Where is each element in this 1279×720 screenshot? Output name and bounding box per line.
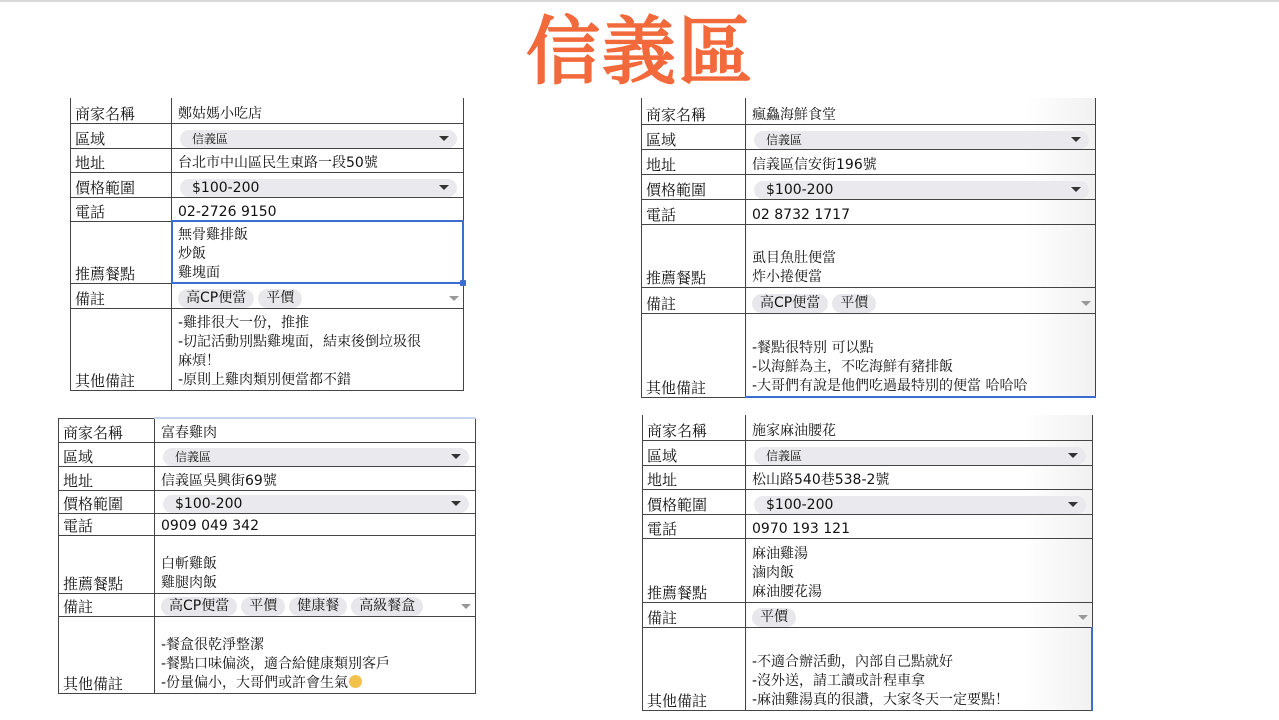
recommend-item: 麻油雞湯	[752, 545, 808, 562]
top-divider	[0, 0, 1279, 2]
recommend-item: 炸小捲便當	[752, 268, 822, 285]
caret-down-icon	[449, 296, 459, 301]
tag-chip: 高CP便當	[752, 294, 828, 313]
store-phone[interactable]: 02 8732 1717	[746, 199, 1096, 224]
label-name: 商家名稱	[643, 415, 746, 440]
label-phone: 電話	[643, 514, 746, 538]
recommend-item: 炒飯	[178, 245, 206, 262]
selection-handle[interactable]	[460, 280, 466, 286]
label-other-notes: 其他備註	[642, 313, 746, 397]
note-line: -餐點很特別 可以點	[752, 340, 874, 356]
page-title: 信義區	[526, 9, 754, 95]
recommend-item: 白斬雞飯	[161, 555, 217, 572]
caret-down-icon	[1068, 502, 1078, 507]
recommend-cell[interactable]	[746, 224, 1096, 287]
note-line: -沒外送，請工讀或計程車拿	[752, 672, 926, 689]
caret-down-icon	[451, 501, 461, 506]
label-notes: 備註	[642, 287, 746, 313]
price-dropdown[interactable]	[754, 181, 1089, 199]
label-other-notes: 其他備註	[643, 627, 746, 710]
label-price: 價格範圍	[642, 174, 746, 199]
price-value: $100-200	[766, 181, 834, 198]
store-name[interactable]: 鄭姑媽小吃店	[172, 98, 464, 123]
store-phone[interactable]: 0970 193 121	[746, 514, 1093, 538]
label-area: 區域	[71, 123, 172, 148]
label-address: 地址	[643, 465, 746, 489]
recommend-cell[interactable]	[746, 538, 1093, 602]
price-value: $100-200	[766, 496, 834, 513]
price-value: $100-200	[175, 495, 243, 512]
caret-down-icon	[1071, 187, 1081, 192]
note-line: -雞排很大一份，推推	[178, 314, 310, 331]
caret-down-icon	[1081, 301, 1091, 306]
area-value: 信義區	[766, 448, 803, 463]
price-dropdown[interactable]	[163, 495, 469, 513]
note-line: -以海鮮為主，不吃海鮮有豬排飯	[752, 359, 954, 375]
tags-dropdown[interactable]	[752, 294, 1091, 313]
recommend-item: 雞腿肉飯	[161, 574, 217, 591]
area-value: 信義區	[175, 449, 212, 464]
caret-down-icon	[451, 454, 461, 459]
other-notes-cell[interactable]	[746, 627, 1093, 710]
label-phone: 電話	[642, 199, 746, 224]
label-price: 價格範圍	[643, 489, 746, 514]
store-name[interactable]: 富春雞肉	[155, 418, 476, 442]
tag-chip: 高CP便當	[178, 289, 254, 308]
tag-chip: 高級餐盒	[351, 597, 423, 616]
store-address[interactable]: 松山路540巷538-2號	[746, 465, 1093, 489]
label-recommend: 推薦餐點	[643, 538, 746, 602]
note-line: -餐盒很乾淨整潔	[161, 636, 265, 653]
caret-down-icon	[439, 185, 449, 190]
label-other-notes: 其他備註	[71, 308, 172, 390]
label-notes: 備註	[59, 593, 155, 616]
other-notes-cell[interactable]	[746, 313, 1096, 397]
label-price: 價格範圍	[71, 172, 172, 197]
recommend-item: 雞塊面	[178, 264, 220, 281]
store-address[interactable]: 台北市中山區民生東路一段50號	[172, 148, 464, 172]
note-line: -麻油雞湯真的很讚，大家冬天一定要點！	[752, 691, 1010, 708]
tag-chip: 平價	[832, 294, 876, 313]
caret-down-icon	[1071, 137, 1081, 142]
label-name: 商家名稱	[71, 98, 172, 123]
price-dropdown[interactable]	[180, 179, 457, 197]
label-phone: 電話	[59, 513, 155, 535]
note-line: -份量偏小，大哥們或許會生氣	[161, 674, 349, 691]
recommend-item: 虱目魚肚便當	[752, 249, 836, 266]
recommend-cell[interactable]	[155, 535, 476, 593]
label-other-notes: 其他備註	[59, 616, 155, 693]
tags-dropdown[interactable]	[178, 289, 459, 308]
label-area: 區域	[642, 124, 746, 149]
label-phone: 電話	[71, 197, 172, 221]
label-address: 地址	[59, 466, 155, 490]
tags-dropdown[interactable]	[752, 608, 1088, 627]
area-value: 信義區	[192, 131, 229, 146]
recommend-cell[interactable]	[172, 221, 464, 283]
tag-chip: 平價	[752, 608, 796, 627]
label-area: 區域	[59, 442, 155, 466]
note-line: -餐點口味偏淡，適合給健康類別客戶	[161, 655, 391, 672]
area-dropdown[interactable]	[754, 447, 1086, 465]
other-notes-cell[interactable]	[155, 616, 476, 693]
caret-down-icon	[439, 136, 449, 141]
store-name[interactable]: 瘋鱻海鮮食堂	[746, 98, 1096, 124]
tags-dropdown[interactable]	[161, 597, 471, 616]
note-line: -大哥們有說是他們吃過最特別的便當 哈哈哈	[752, 378, 1028, 394]
grinning-sweat-emoji-icon	[349, 675, 362, 688]
area-value: 信義區	[766, 132, 803, 147]
label-recommend: 推薦餐點	[59, 535, 155, 593]
price-dropdown[interactable]	[754, 496, 1086, 514]
store-name[interactable]: 施家麻油腰花	[746, 415, 1093, 440]
other-notes-cell[interactable]	[172, 308, 464, 390]
store-address[interactable]: 信義區信安街196號	[746, 149, 1096, 174]
note-line: -切記活動別點雞塊面，結束後倒垃圾很	[178, 333, 422, 350]
tag-chip: 高CP便當	[161, 597, 237, 616]
label-notes: 備註	[71, 283, 172, 308]
label-address: 地址	[642, 149, 746, 174]
caret-down-icon	[1078, 615, 1088, 620]
label-recommend: 推薦餐點	[642, 224, 746, 287]
label-recommend: 推薦餐點	[71, 221, 172, 283]
store-card-2	[641, 98, 1096, 398]
label-area: 區域	[643, 440, 746, 465]
caret-down-icon	[461, 604, 471, 609]
label-price: 價格範圍	[59, 490, 155, 513]
tag-chip: 平價	[258, 289, 302, 308]
note-line: -不適合辦活動，內部自己點就好	[752, 653, 954, 670]
store-phone[interactable]: 02-2726 9150	[172, 197, 464, 221]
recommend-item: 麻油腰花湯	[752, 583, 822, 600]
tag-chip: 健康餐	[289, 597, 347, 616]
note-line: 麻煩！	[178, 352, 220, 369]
store-card-1	[70, 98, 464, 391]
label-address: 地址	[71, 148, 172, 172]
label-notes: 備註	[643, 602, 746, 627]
area-dropdown[interactable]	[163, 448, 469, 466]
tag-chip: 平價	[241, 597, 285, 616]
label-name: 商家名稱	[59, 418, 155, 442]
price-value: $100-200	[192, 179, 260, 196]
store-address[interactable]: 信義區吳興街69號	[155, 466, 476, 490]
caret-down-icon	[1068, 453, 1078, 458]
area-dropdown[interactable]	[180, 130, 457, 148]
store-card-4	[642, 415, 1093, 711]
recommend-item: 滷肉飯	[752, 564, 794, 581]
store-phone[interactable]: 0909 049 342	[155, 513, 476, 535]
area-dropdown[interactable]	[754, 131, 1089, 149]
store-card-3	[58, 417, 476, 694]
label-name: 商家名稱	[642, 98, 746, 124]
recommend-item: 無骨雞排飯	[178, 226, 248, 243]
note-line: -原則上雞肉類別便當都不錯	[178, 371, 352, 388]
